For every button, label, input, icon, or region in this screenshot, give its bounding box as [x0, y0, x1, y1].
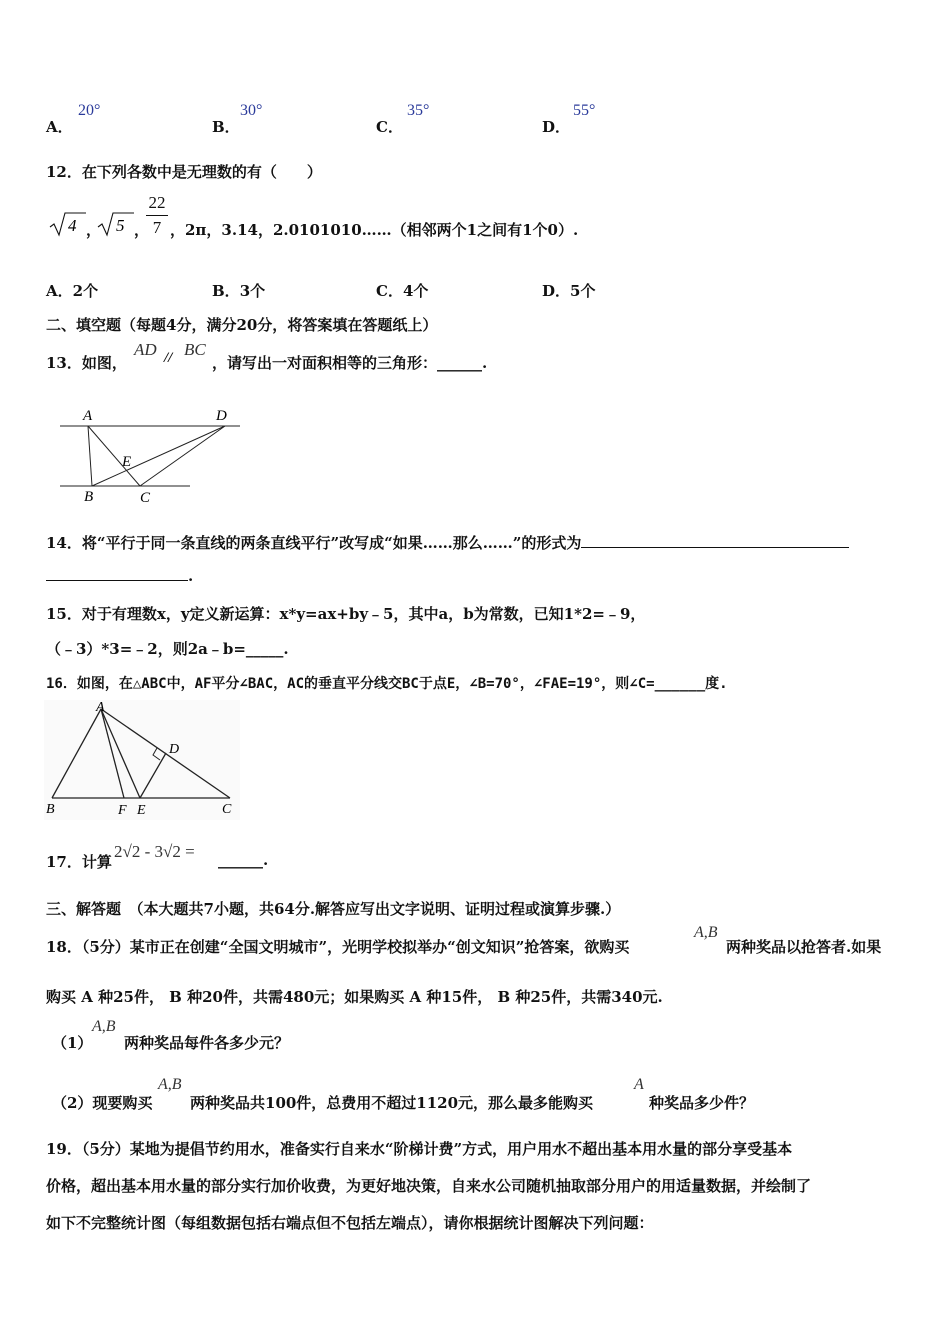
q18-sub-2-a: A	[634, 1076, 644, 1093]
q18-line-1-b: 两种奖品以抢答者.如果	[726, 938, 882, 956]
q11-option-c-value: 35°	[407, 102, 430, 119]
q12-list-rest: ，2π，3.14，2.0101010……（相邻两个1之间有1个0）.	[170, 221, 579, 239]
label-c: C	[222, 802, 232, 817]
q18-sub-1-prefix: （1）	[52, 1034, 93, 1052]
q13-suffix: ，请写出一对面积相等的三角形：______.	[212, 354, 488, 372]
fraction-numerator: 22	[148, 193, 166, 212]
label-c: C	[140, 490, 151, 506]
q19-line-3: 如下不完整统计图（每组数据包括右端点但不包括左端点），请你根据统计图解决下列问题：	[46, 1214, 654, 1232]
q18-line-1-a: 18．（5分）某市正在创建“全国文明城市”，光明学校拟举办“创文知识”抢答案，欲购买	[46, 938, 630, 956]
q13-prefix: 13．如图，	[46, 354, 127, 372]
label-b: B	[84, 489, 94, 505]
q12-sep-1: ，	[86, 221, 102, 239]
label-b: B	[46, 802, 55, 817]
q18-line-1	[46, 924, 906, 958]
q18-sub-2-prefix: （2）现要购买	[52, 1094, 153, 1112]
fraction-denominator: 7	[152, 218, 162, 237]
q14-answer-blank-2[interactable]	[46, 566, 188, 581]
q16-stem: 16．如图，在△ABC中，AF平分∠BAC，AC的垂直平分线交BC于点E，∠B=70°，∠FAE=19°，则∠C=______度.	[46, 676, 728, 692]
q18-ab: A,B	[694, 924, 718, 941]
q12-option-d: D．5个	[542, 282, 596, 300]
q11-option-d: D．	[542, 118, 571, 136]
section-3-heading: 三、解答题 （本大题共7小题，共64分.解答应写出文字说明、证明过程或演算步骤.）	[46, 900, 621, 918]
q18-sub-2-suffix: 种奖品多少件？	[649, 1094, 755, 1112]
q12-sep-2: ，	[134, 221, 150, 239]
q12-stem: 12．在下列各数中是无理数的有（ ）	[46, 163, 322, 181]
q18-sub-1-suffix: 两种奖品每件各多少元？	[124, 1034, 290, 1052]
q15-line-1: 15．对于有理数x，y定义新运算：x*y=ax+by﹣5，其中a，b为常数，已知1*2=﹣9，	[46, 605, 646, 623]
fraction-bar	[146, 215, 168, 216]
section-2-heading: 二、填空题（每题4分，满分20分，将答案填在答题纸上）	[46, 316, 438, 334]
q14-line-1: 14．将“平行于同一条直线的两条直线平行”改写成“如果……那么……”的形式为	[46, 532, 849, 553]
sqrt4-radicand: 4	[68, 216, 77, 235]
q11-option-d-value: 55°	[573, 102, 596, 119]
segment-cd	[140, 426, 225, 486]
q13-seg-ad: AD	[134, 340, 157, 359]
q17-stem	[46, 838, 306, 872]
q13-figure	[50, 400, 250, 510]
segment-ab	[88, 426, 92, 486]
label-a: A	[83, 408, 93, 424]
parallel-symbol: //	[164, 350, 173, 366]
segment-bd	[92, 426, 225, 486]
q18-sub-1	[46, 1018, 346, 1052]
q15-line-2: （﹣3）*3=﹣2，则2a﹣b=_____.	[46, 640, 289, 658]
label-d: D	[216, 408, 227, 424]
q17-expression: 2√2 - 3√2 =	[114, 842, 195, 861]
q18-sub-1-ab: A,B	[92, 1018, 116, 1035]
q19-line-2: 价格，超出基本用水量的部分实行加价收费，为更好地决策，自来水公司随机抽取部分用户的用适量数据，并绘制了	[46, 1177, 812, 1195]
q18-sub-2-ab: A,B	[158, 1076, 182, 1093]
q11-option-a-value: 20°	[78, 102, 101, 119]
q18-line-2: 购买 A 种25件， B 种20件，共需480元；如果购买 A 种15件， B 种25件，共需340元.	[46, 988, 663, 1006]
q14-line-2: .	[46, 566, 193, 585]
q12-option-c: C．4个	[376, 282, 429, 300]
q13-seg-bc: BC	[184, 340, 206, 359]
q11-option-b: B．	[212, 118, 240, 136]
sqrt5-radicand: 5	[116, 216, 125, 235]
q11-option-b-value: 30°	[240, 102, 263, 119]
q12-option-b: B．3个	[212, 282, 266, 300]
q16-figure	[44, 700, 240, 820]
label-d: D	[169, 742, 180, 757]
q17-prefix: 17．计算	[46, 853, 112, 871]
fraction-22-7	[146, 193, 168, 238]
q18-sub-2-mid: 两种奖品共100件，总费用不超过1120元，那么最多能购买	[190, 1094, 594, 1112]
label-e: E	[137, 803, 146, 818]
q11-option-a: A．	[46, 118, 73, 136]
label-a: A	[96, 700, 105, 715]
label-f: F	[118, 803, 127, 818]
q17-blank[interactable]: ______.	[218, 851, 269, 869]
segment-ac	[88, 426, 140, 486]
label-e: E	[122, 454, 132, 470]
q14-answer-blank-1[interactable]	[581, 533, 849, 548]
q19-line-1: 19．（5分）某地为提倡节约用水，准备实行自来水“阶梯计费”方式，用户用水不超出基本用水量的部分享受基本	[46, 1140, 793, 1158]
q11-option-c: C．	[376, 118, 403, 136]
q12-option-a: A．2个	[46, 282, 99, 300]
q18-sub-2	[46, 1076, 906, 1112]
